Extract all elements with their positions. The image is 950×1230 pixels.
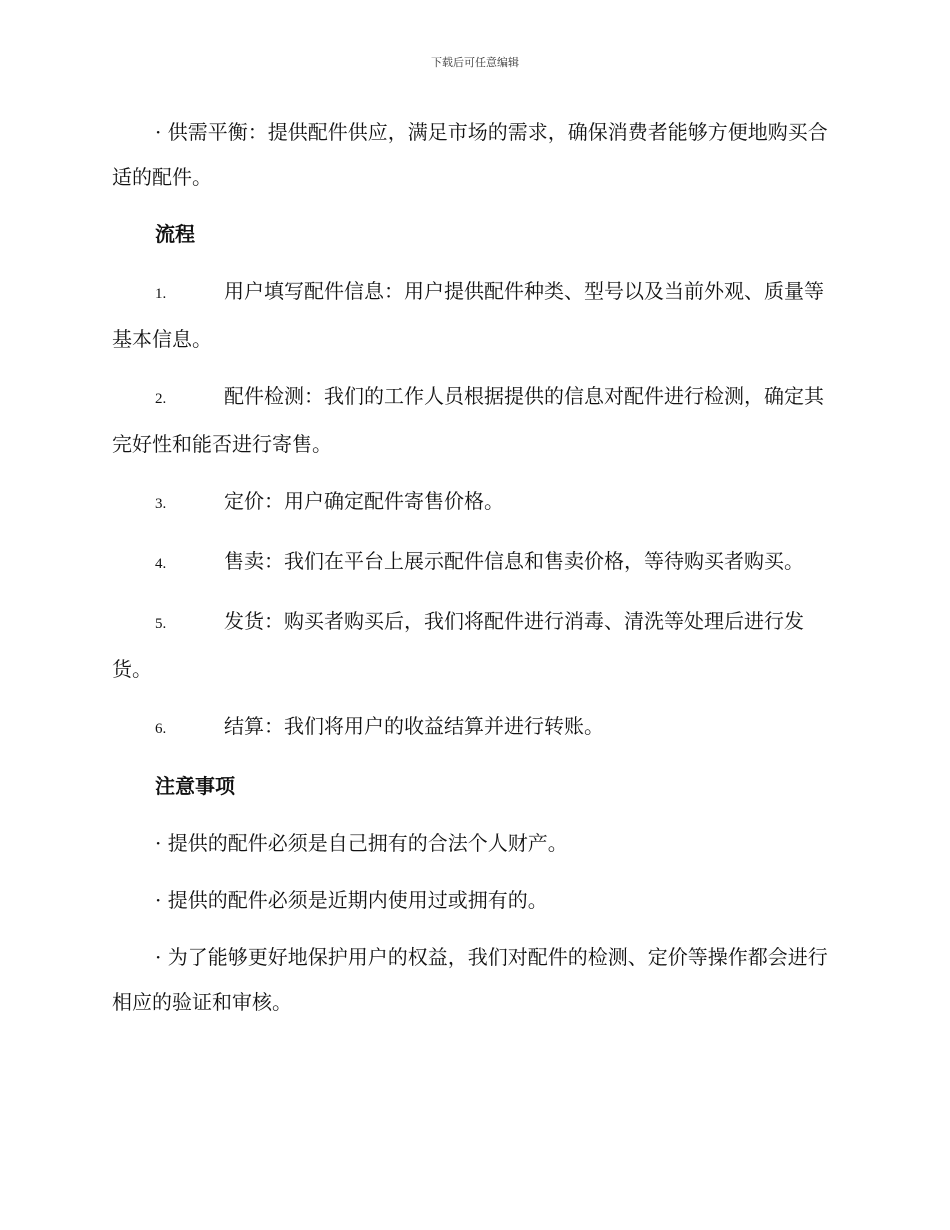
note-item: · 提供的配件必须是近期内使用过或拥有的。 (155, 888, 548, 912)
step-number: 2. (155, 391, 167, 407)
step-text: 发货：购买者购买后，我们将配件进行消毒、清洗等处理后进行发货。 (112, 609, 804, 681)
process-step (112, 479, 834, 527)
step-number: 3. (155, 496, 167, 512)
step-number: 1. (155, 286, 167, 302)
step-text: 定价：用户确定配件寄售价格。 (224, 489, 504, 513)
step-number: 6. (155, 721, 167, 737)
process-heading: 流程 (155, 222, 195, 246)
notes-heading: 注意事项 (155, 774, 235, 798)
process-step (112, 269, 834, 362)
process-step (112, 539, 834, 587)
step-text: 用户填写配件信息：用户提供配件种类、型号以及当前外观、质量等基本信息。 (112, 279, 824, 351)
document-body (112, 110, 834, 1037)
intro-bullet: · 供需平衡：提供配件供应，满足市场的需求，确保消费者能够方便地购买合适的配件。 (112, 120, 828, 189)
step-text: 结算：我们将用户的收益结算并进行转账。 (224, 714, 604, 738)
step-text: 售卖：我们在平台上展示配件信息和售卖价格，等待购买者购买。 (224, 549, 804, 573)
step-number: 5. (155, 616, 167, 632)
note-item: · 为了能够更好地保护用户的权益，我们对配件的检测、定价等操作都会进行相应的验证和审核。 (112, 945, 828, 1014)
step-text: 配件检测：我们的工作人员根据提供的信息对配件进行检测，确定其完好性和能否进行寄售。 (112, 384, 824, 456)
process-step (112, 599, 834, 692)
process-step (112, 374, 834, 467)
step-number: 4. (155, 556, 167, 572)
page-header-note: 下载后可任意编辑 (431, 56, 519, 69)
note-item: · 提供的配件必须是自己拥有的合法个人财产。 (155, 831, 568, 855)
process-step (112, 704, 834, 752)
